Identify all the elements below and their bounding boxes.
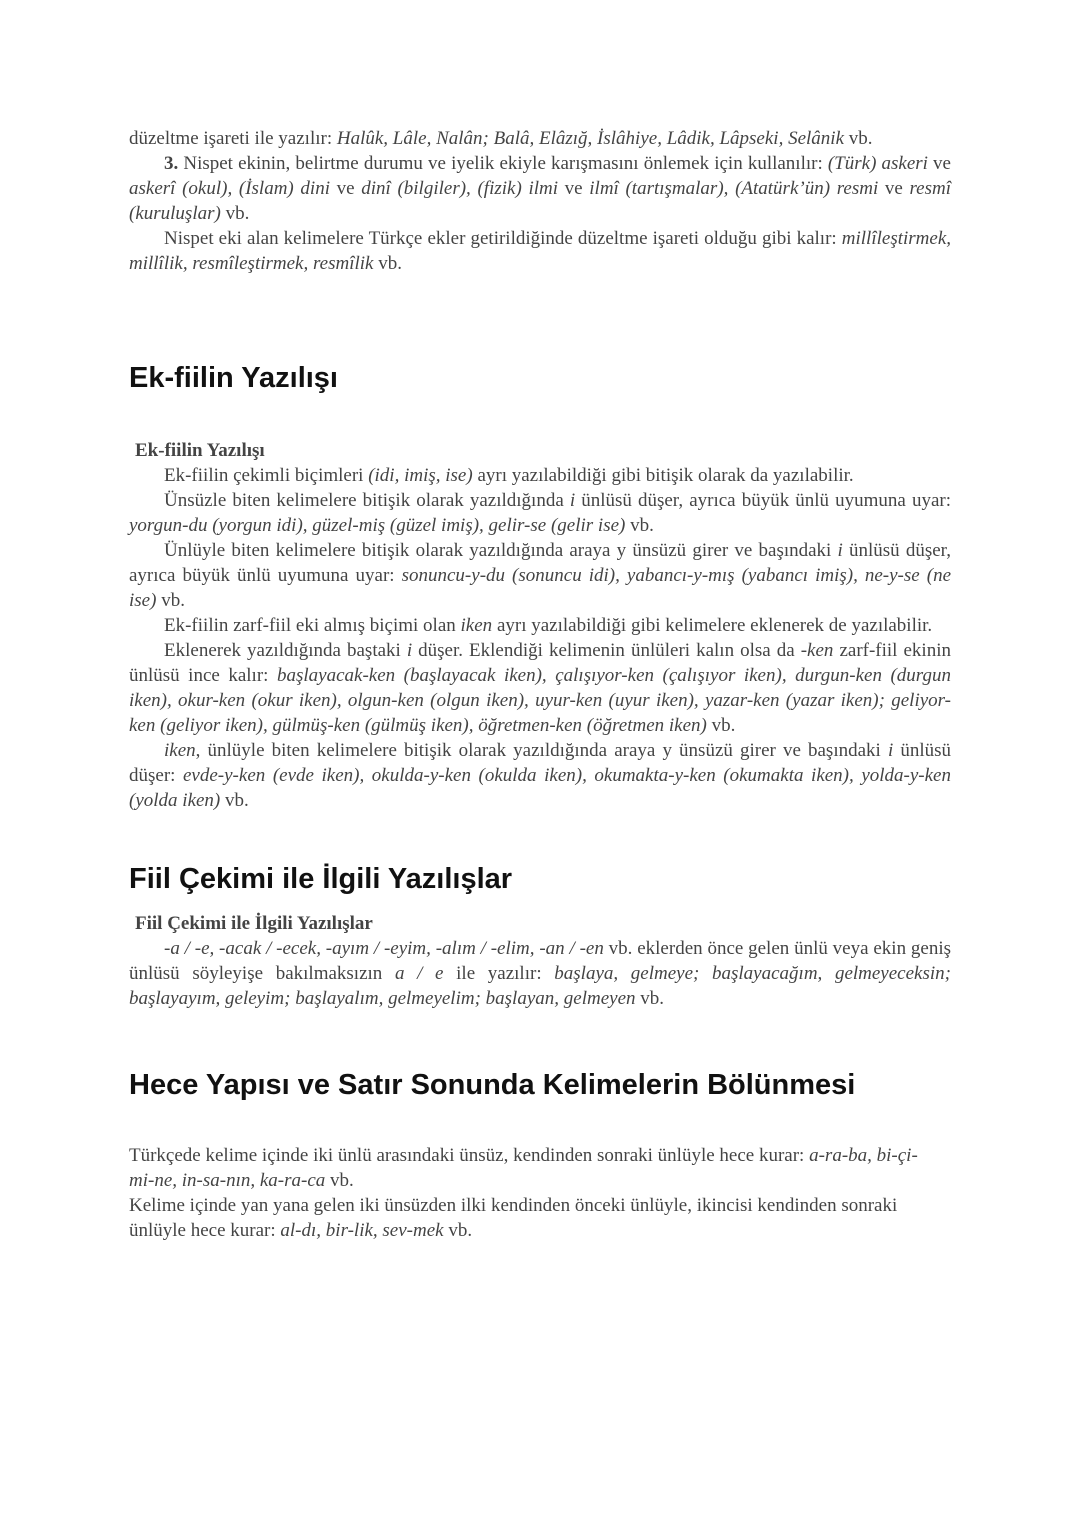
text: , ünlüyle biten kelimelere bitişik olarak yazıldığında araya y ünsüzü girer ve başındaki bbox=[195, 740, 888, 761]
paragraph bbox=[129, 538, 951, 613]
example-text: resmî (kuruluşlar) bbox=[129, 178, 952, 224]
example-text: başlaya, gelmeye; başlayacağım, gelmeyeceksin; başlayayım, geleyim; başlayalım, gelmeyelim; başlayan, gelmeyen bbox=[129, 963, 951, 1009]
example-text: iken bbox=[164, 740, 196, 761]
text: ile yazılır: bbox=[443, 963, 555, 984]
paragraph bbox=[129, 613, 951, 638]
intro-section bbox=[129, 126, 951, 276]
section-subheading: Fiil Çekimi ile İlgili Yazılışlar bbox=[135, 913, 373, 934]
text: ve bbox=[927, 153, 951, 174]
text: düzeltme işareti ile yazılır: bbox=[129, 128, 337, 149]
paragraph bbox=[129, 1143, 941, 1193]
example-text: ilmî (tartışmalar), (Atatürk’ün) resmi bbox=[589, 178, 879, 199]
text: Eklenerek yazıldığında baştaki bbox=[164, 640, 407, 661]
example-text: başlayacak-ken (başlayacak iken), çalışıyor-ken (çalışıyor iken), durgun-ken (durgun iken), okur-ken (okur iken), olgun-ken (olgun iken), uyur-ken (uyur iken), yazar-ken (yazar iken); geliyor-ken (geliyor iken), gülmüş-ken (gülmüş iken), öğretmen-ken (öğretmen iken) bbox=[129, 665, 951, 736]
paragraph bbox=[129, 126, 951, 151]
paragraph bbox=[129, 226, 951, 276]
example-text: a-ra-ba, bi-çi-mi-ne, in-sa-nın, ka-ra-ca bbox=[129, 1145, 918, 1191]
example-text: i bbox=[887, 740, 894, 761]
text: vb. bbox=[625, 515, 654, 536]
example-text: evde-y-ken (evde iken), okulda-y-ken (okulda iken), okumakta-y-ken (okumakta iken), yolda-y-ken (yolda iken) bbox=[129, 765, 951, 811]
text: ünlüsü düşer, ayrıca büyük ünlü uyumuna uyar: bbox=[129, 540, 951, 586]
text: vb. bbox=[443, 1220, 473, 1241]
text: vb. bbox=[844, 128, 873, 149]
fiilcekimi-section bbox=[129, 936, 951, 1011]
paragraph bbox=[129, 463, 951, 488]
paragraph bbox=[129, 936, 951, 1011]
text: Nispet eki alan kelimelere Türkçe ekler getirildiğinde düzeltme işareti olduğu gibi kalır: bbox=[164, 228, 842, 249]
text: düşer. Eklendiği kelimenin ünlüleri kalın olsa da - bbox=[412, 640, 808, 661]
text: Türkçede kelime içinde iki ünlü arasındaki ünsüz, kendinden sonraki ünlüyle hece kurar: bbox=[129, 1145, 810, 1166]
section-heading: Ek-fiilin Yazılışı bbox=[129, 362, 338, 394]
text: ünlüsü düşer: bbox=[129, 740, 951, 786]
example-text: -a / -e, -acak / -ecek, -ayım / -eyim, -alım / -elim, -an / -en bbox=[164, 938, 604, 959]
text: Ünlüyle biten kelimelere bitişik olarak yazıldığında araya y ünsüzü girer ve başındaki bbox=[164, 540, 838, 561]
text: vb. bbox=[635, 988, 665, 1009]
example-text: yorgun-du (yorgun idi), güzel-miş (güzel imiş), gelir-se (gelir ise) bbox=[129, 515, 626, 536]
section-heading: Fiil Çekimi ile İlgili Yazılışlar bbox=[129, 863, 513, 895]
text: vb. eklerden önce gelen ünlü veya ekin geniş ünlüsü söyleyişe bakılmaksızın bbox=[129, 938, 951, 984]
text: Ek-fiilin çekimli biçimleri bbox=[164, 465, 369, 486]
example-text: millîleştirmek, millîlik, resmîleştirmek, resmîlik bbox=[129, 228, 951, 274]
paragraph bbox=[129, 738, 951, 813]
example-text: dinî (bilgiler), (fizik) ilmi bbox=[361, 178, 558, 199]
text: vb. bbox=[373, 253, 402, 274]
text: Ek-fiilin zarf-fiil eki almış biçimi olan bbox=[164, 615, 461, 636]
example-text: i bbox=[837, 540, 843, 561]
example-text: sonuncu-y-du (sonuncu idi), yabancı-y-mış (yabancı imiş), ne-y-se (ne ise) bbox=[129, 565, 951, 611]
list-number: 3. bbox=[164, 153, 179, 174]
example-text: (idi, imiş, ise) bbox=[368, 465, 473, 486]
text: vb. bbox=[220, 203, 250, 224]
example-text: al-dı, bir-lik, sev-mek bbox=[280, 1220, 444, 1241]
text: vb. bbox=[220, 790, 249, 811]
section-subheading: Ek-fiilin Yazılışı bbox=[135, 440, 265, 461]
text: ayrı yazılabildiği gibi kelimelere eklenerek de yazılabilir. bbox=[492, 615, 933, 636]
paragraph bbox=[129, 151, 951, 226]
text: ünlüsü düşer, ayrıca büyük ünlü uyumuna uyar: bbox=[575, 490, 951, 511]
text: vb. bbox=[156, 590, 185, 611]
text: vb. bbox=[706, 715, 736, 736]
text: Ünsüzle biten kelimelere bitişik olarak yazıldığında bbox=[164, 490, 570, 511]
hece-section bbox=[129, 1143, 941, 1243]
example-text: iken bbox=[460, 615, 493, 636]
example-text: i bbox=[406, 640, 413, 661]
example-text: i bbox=[569, 490, 576, 511]
paragraph bbox=[129, 638, 951, 738]
example-text: askerî (okul), (İslam) dini bbox=[129, 178, 330, 199]
example-text: Halûk, Lâle, Nalân; Balâ, Elâzığ, İslâhiye, Lâdik, Lâpseki, Selânik bbox=[336, 128, 844, 149]
text: Nispet ekinin, belirtme durumu ve iyelik ekiyle karışmasını önlemek için kullanılır: bbox=[178, 153, 828, 174]
paragraph bbox=[129, 1193, 941, 1243]
paragraph bbox=[129, 488, 951, 538]
text: zarf-fiil ekinin ünlüsü ince kalır: bbox=[129, 640, 951, 686]
text: ve bbox=[329, 178, 362, 199]
text: Kelime içinde yan yana gelen iki ünsüzden ilki kendinden önceki ünlüyle, ikincisi kendinden sonraki ünlüyle hece kurar: bbox=[129, 1195, 898, 1241]
ekfiil-section bbox=[129, 463, 951, 813]
text: ve bbox=[558, 178, 590, 199]
example-text: a / e bbox=[394, 963, 444, 984]
example-text: (Türk) askeri bbox=[827, 153, 928, 174]
document-page bbox=[129, 126, 951, 1243]
text: ayrı yazılabildiği gibi bitişik olarak da yazılabilir. bbox=[472, 465, 854, 486]
section-heading: Hece Yapısı ve Satır Sonunda Kelimelerin Bölünmesi bbox=[129, 1069, 856, 1101]
text: vb. bbox=[325, 1170, 354, 1191]
example-text: ken bbox=[807, 640, 834, 661]
text: ve bbox=[878, 178, 910, 199]
